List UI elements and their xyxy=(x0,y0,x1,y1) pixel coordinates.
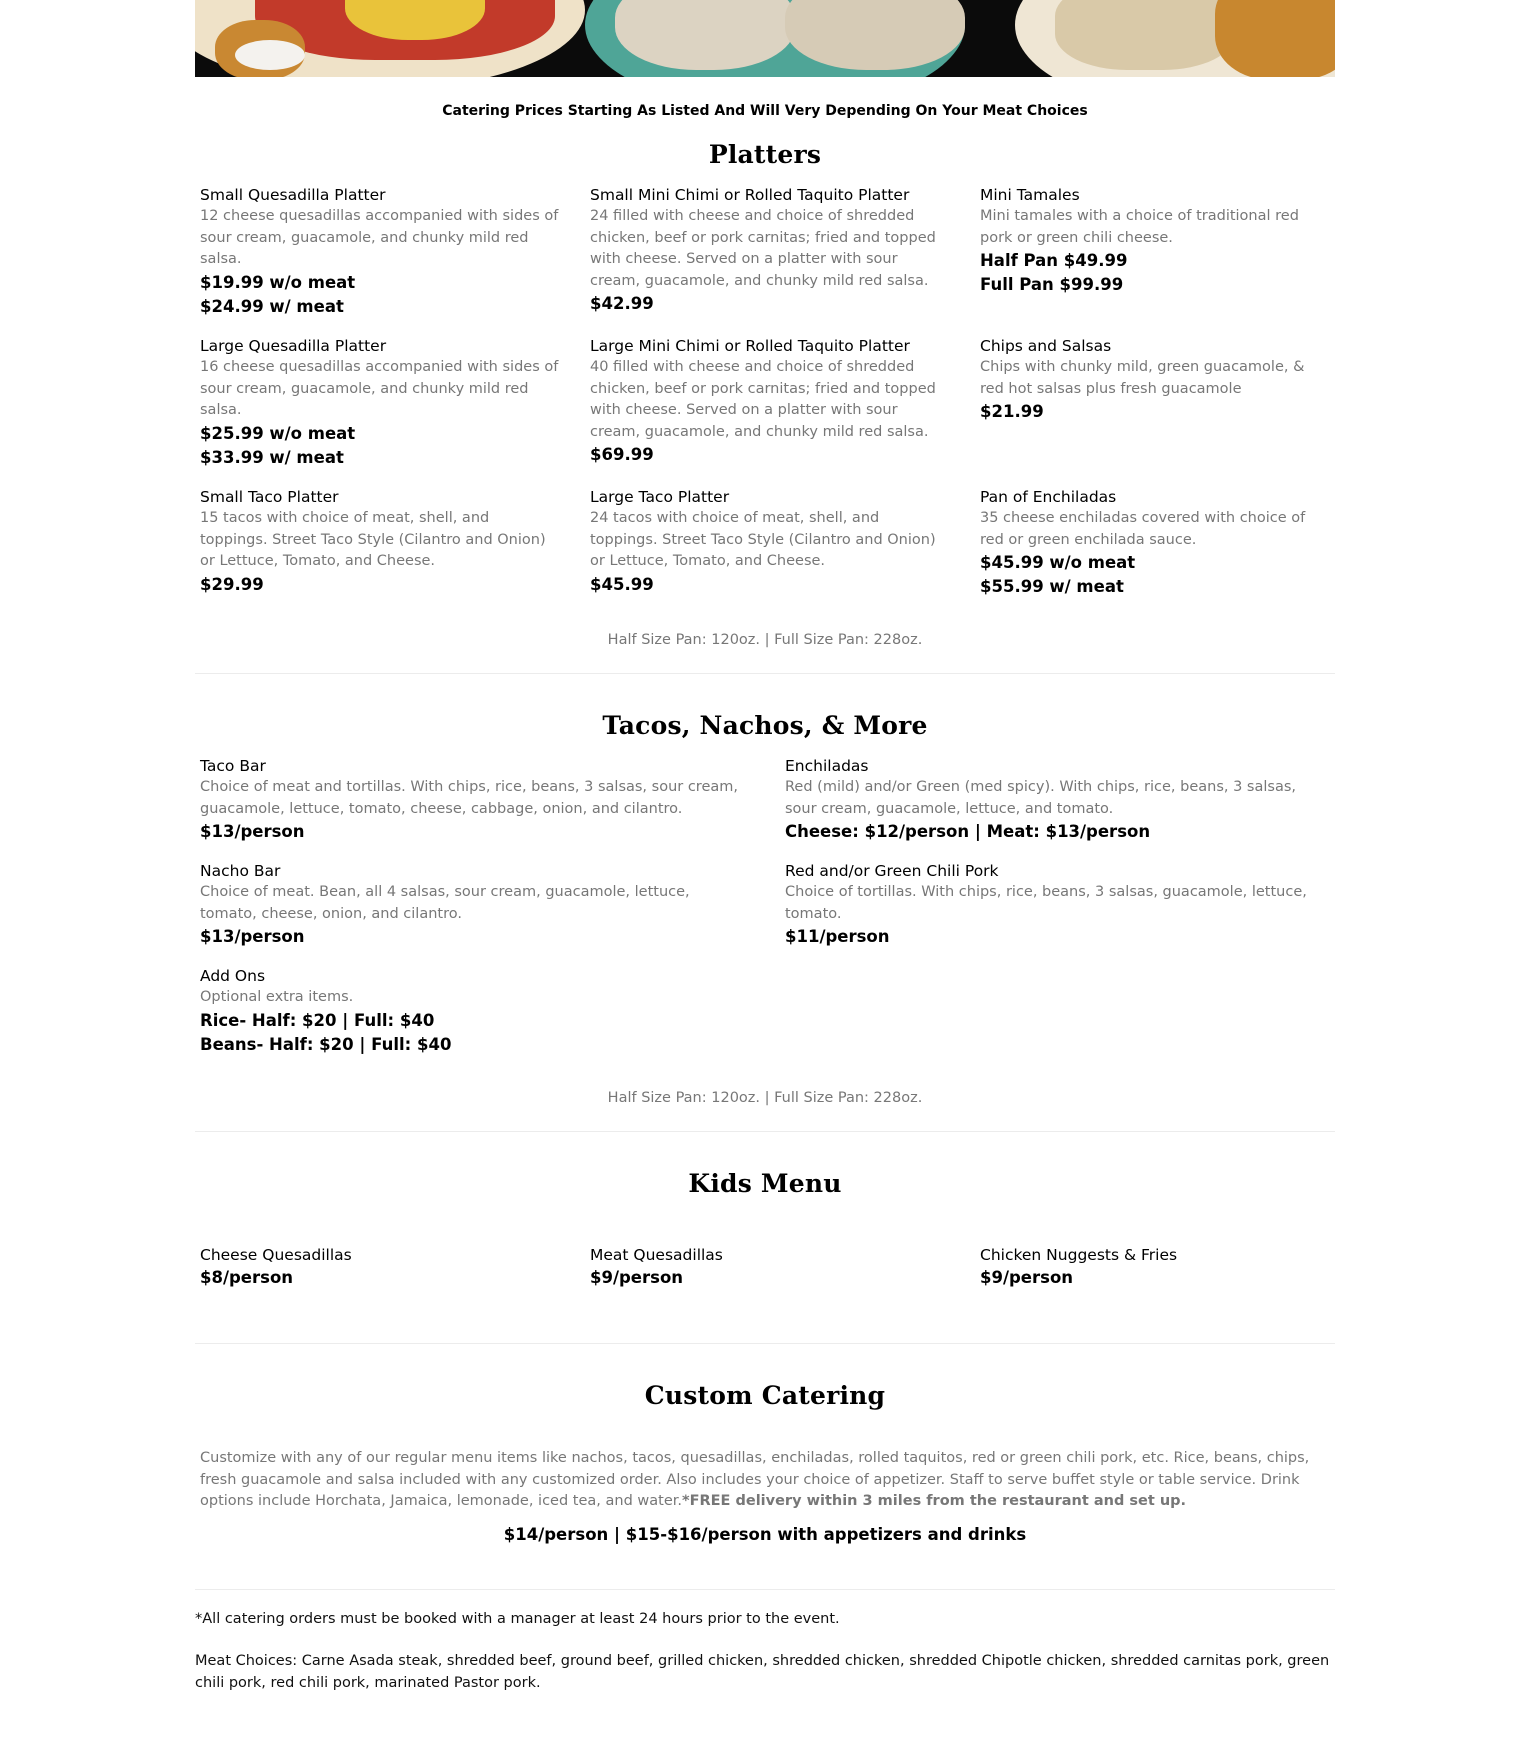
hero-food-image xyxy=(195,0,1335,77)
section-divider xyxy=(195,673,1335,674)
page-content xyxy=(195,0,1335,1691)
menu-item xyxy=(200,486,560,597)
menu-item xyxy=(200,860,740,949)
item-price: $8/person xyxy=(200,1268,294,1287)
item-price: $24.99 w/ meat xyxy=(200,296,344,316)
meat-choices-note: Meat Choices: Carne Asada steak, shredded beef, ground beef, grilled chicken, shredded chicken, shredded Chipotle chicken, shredded carnitas pork, green chili pork, red chili pork, marinated Pastor pork. xyxy=(195,1653,1330,1691)
menu-item xyxy=(200,335,560,470)
item-name: Enchiladas xyxy=(785,757,869,775)
item-description: 12 cheese quesadillas accompanied with sides of sour cream, guacamole, and chunky mild red salsa. xyxy=(200,208,559,267)
item-price: $13/person xyxy=(200,927,305,946)
item-description: Choice of tortillas. With chips, rice, beans, 3 salsas, guacamole, lettuce, tomato. xyxy=(785,884,1307,922)
item-name: Meat Quesadillas xyxy=(590,1246,723,1264)
item-description: 35 cheese enchiladas covered with choice of red or green enchilada sauce. xyxy=(980,510,1306,548)
item-description: Chips with chunky mild, green guacamole, & red hot salsas plus fresh guacamole xyxy=(980,359,1305,397)
item-name: Large Mini Chimi or Rolled Taquito Platter xyxy=(590,337,910,355)
section-divider xyxy=(195,1131,1335,1132)
pricing-notice: Catering Prices Starting As Listed And Will Very Depending On Your Meat Choices xyxy=(442,103,1088,119)
item-name: Nacho Bar xyxy=(200,862,281,880)
item-price: $55.99 w/ meat xyxy=(980,577,1124,596)
item-price: $45.99 w/o meat xyxy=(980,553,1136,572)
custom-catering-description: Customize with any of our regular menu items like nachos, tacos, quesadillas, enchiladas, rolled taquitos, red or green chili pork, etc. Rice, beans, chips, fresh guacamole and salsa included with any customized order. Also includes your choice of appetizer. Staff to serve buffet style or table service. Drink options include Horchata, Jamaica, lemonade, iced tea, and water.*FREE delivery within 3 miles from the restaurant and set up. xyxy=(200,1450,1310,1509)
item-description: 40 filled with cheese and choice of shredded chicken, beef or pork carnitas; fried and topped with cheese. Served on a platter with sour cream, guacamole, and chunky mild red salsa. xyxy=(590,359,936,440)
item-description: 15 tacos with choice of meat, shell, and toppings. Street Taco Style (Cilantro and Onion) or Lettuce, Tomato, and Cheese. xyxy=(200,510,546,569)
menu-item xyxy=(980,184,1330,297)
item-description: 24 tacos with choice of meat, shell, and toppings. Street Taco Style (Cilantro and Onion) or Lettuce, Tomato, and Cheese. xyxy=(590,510,936,569)
item-name: Large Quesadilla Platter xyxy=(200,337,387,355)
section-title-tacos: Tacos, Nachos, & More xyxy=(602,711,928,740)
item-name: Small Quesadilla Platter xyxy=(200,186,386,204)
item-description: Red (mild) and/or Green (med spicy). With chips, rice, beans, 3 salsas, sour cream, guacamole, lettuce, and tomato. xyxy=(785,779,1297,817)
menu-item xyxy=(200,1244,560,1290)
section-divider xyxy=(195,1589,1335,1590)
item-description: 24 filled with cheese and choice of shredded chicken, beef or pork carnitas; fried and topped with cheese. Served on a platter with sour cream, guacamole, and chunky mild red salsa. xyxy=(590,208,936,289)
item-price: $42.99 xyxy=(590,294,654,313)
item-price: $21.99 xyxy=(980,402,1044,421)
item-description: Choice of meat. Bean, all 4 salsas, sour cream, guacamole, lettuce, tomato, cheese, onion, and cilantro. xyxy=(200,884,690,922)
pan-size-note: Half Size Pan: 120oz. | Full Size Pan: 228oz. xyxy=(607,1090,923,1106)
item-price: $9/person xyxy=(980,1268,1074,1287)
item-description: Optional extra items. xyxy=(200,989,354,1005)
item-name: Add Ons xyxy=(200,967,266,985)
section-divider xyxy=(195,1343,1335,1344)
item-name: Large Taco Platter xyxy=(590,488,730,506)
free-delivery-note: *FREE delivery within 3 miles from the restaurant and set up. xyxy=(681,1493,1187,1509)
item-price: $9/person xyxy=(590,1268,684,1287)
item-price: Full Pan $99.99 xyxy=(980,275,1124,294)
item-description: Mini tamales with a choice of traditional red pork or green chili cheese. xyxy=(980,208,1299,246)
menu-item xyxy=(590,1244,950,1290)
item-price: Beans- Half: $20 | Full: $40 xyxy=(200,1034,452,1054)
item-price: Half Pan $49.99 xyxy=(980,251,1128,270)
menu-item xyxy=(980,1244,1330,1290)
menu-item xyxy=(980,486,1330,599)
item-description: 16 cheese quesadillas accompanied with sides of sour cream, guacamole, and chunky mild red salsa. xyxy=(200,359,559,418)
item-name: Chicken Nuggests & Fries xyxy=(980,1246,1178,1264)
item-price: $25.99 w/o meat xyxy=(200,423,356,443)
item-price: $29.99 xyxy=(200,574,264,594)
item-name: Cheese Quesadillas xyxy=(200,1246,352,1264)
item-name: Red and/or Green Chili Pork xyxy=(785,862,999,880)
section-title-kids: Kids Menu xyxy=(688,1169,842,1198)
item-price: $11/person xyxy=(785,927,890,946)
menu-item xyxy=(590,486,950,597)
item-name: Chips and Salsas xyxy=(980,337,1112,355)
item-name: Mini Tamales xyxy=(980,186,1080,204)
item-price: $69.99 xyxy=(590,445,654,464)
section-title-platters: Platters xyxy=(708,140,822,169)
item-price: Cheese: $12/person | Meat: $13/person xyxy=(785,822,1151,841)
menu-item xyxy=(200,755,740,844)
menu-item xyxy=(590,184,950,316)
section-title-custom: Custom Catering xyxy=(644,1381,886,1410)
menu-item xyxy=(785,860,1325,949)
item-name: Taco Bar xyxy=(200,757,266,775)
item-price: $33.99 w/ meat xyxy=(200,447,344,467)
booking-note: *All catering orders must be booked with a manager at least 24 hours prior to the event. xyxy=(195,1611,840,1627)
item-price: $13/person xyxy=(200,822,305,841)
pan-size-note: Half Size Pan: 120oz. | Full Size Pan: 228oz. xyxy=(607,632,923,648)
menu-item xyxy=(200,965,740,1057)
item-name: Small Taco Platter xyxy=(200,488,339,506)
item-price: $19.99 w/o meat xyxy=(200,272,356,292)
item-price: Rice- Half: $20 | Full: $40 xyxy=(200,1010,435,1030)
menu-item xyxy=(200,184,560,319)
item-price: $45.99 xyxy=(590,574,654,594)
item-name: Pan of Enchiladas xyxy=(980,488,1117,506)
item-name: Small Mini Chimi or Rolled Taquito Platter xyxy=(590,186,910,204)
menu-item xyxy=(785,755,1325,844)
menu-item xyxy=(980,335,1330,424)
menu-item xyxy=(590,335,950,467)
item-description: Choice of meat and tortillas. With chips, rice, beans, 3 salsas, sour cream, guacamole, lettuce, tomato, cheese, cabbage, onion, and cilantro. xyxy=(200,779,738,817)
custom-catering-price: $14/person | $15-$16/person with appetizers and drinks xyxy=(503,1525,1027,1544)
